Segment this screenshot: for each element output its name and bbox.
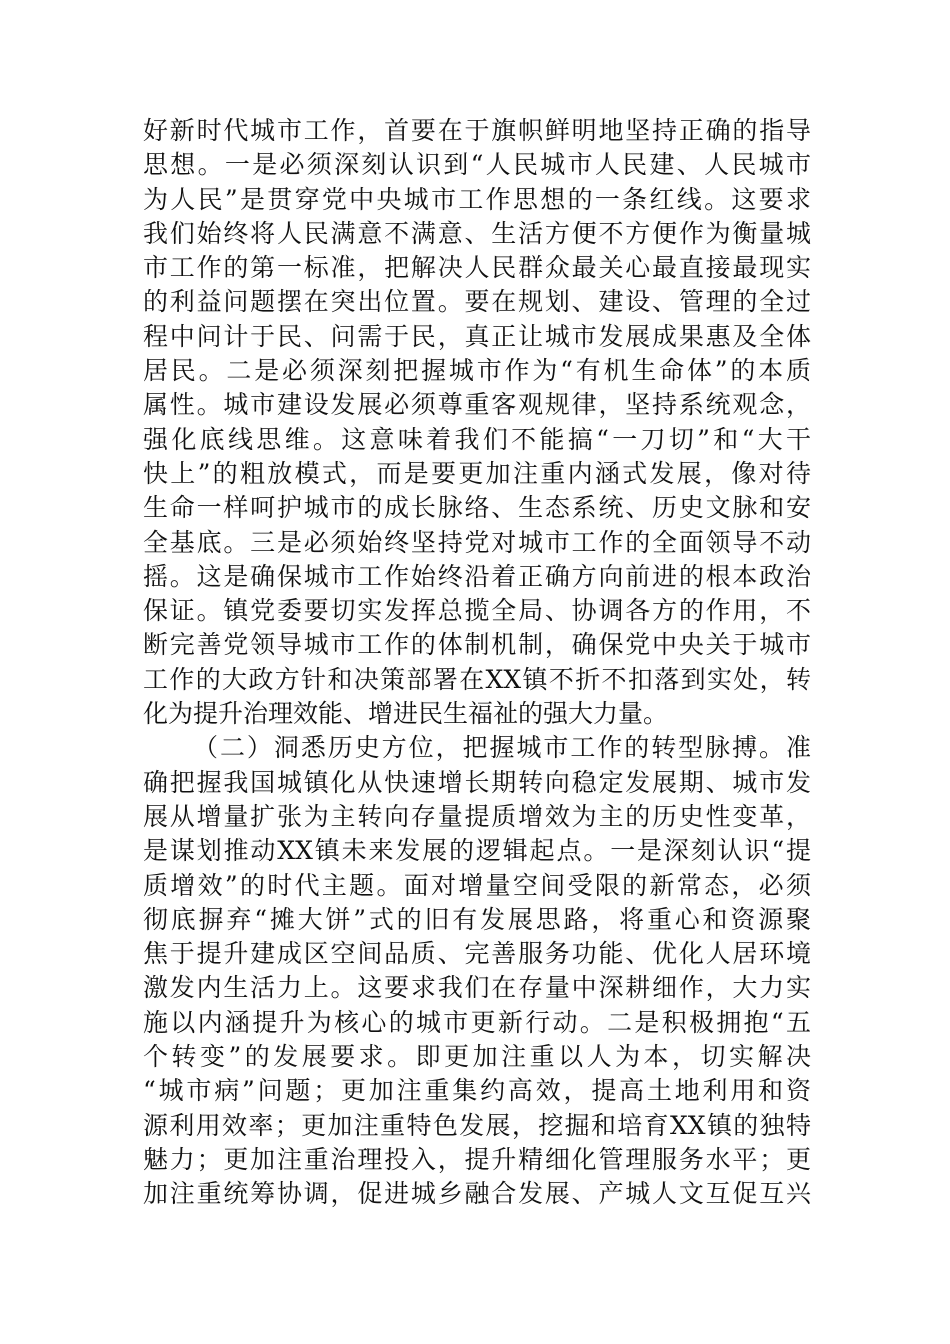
section-heading-line: （二）洞悉历史方位，把握城市工作的转型脉搏。准 xyxy=(193,733,811,763)
text-line: 断完善党领导城市工作的体制机制，确保党中央关于城市 xyxy=(143,630,811,660)
text-line: 施以内涵提升为核心的城市更新行动。二是积极拥抱“五 xyxy=(143,1007,811,1037)
text-line: 快上”的粗放模式，而是要更加注重内涵式发展，像对待 xyxy=(143,458,811,488)
text-line: 居民。二是必须深刻把握城市作为“有机生命体”的本质 xyxy=(143,356,811,386)
text-line: 个转变”的发展要求。即更加注重以人为本，切实解决 xyxy=(143,1042,811,1072)
text-line: 展从增量扩张为主转向存量提质增效为主的历史性变革， xyxy=(143,801,811,831)
text-line: 确把握我国城镇化从快速增长期转向稳定发展期、城市发 xyxy=(143,767,811,797)
text-line: 保证。镇党委要切实发挥总揽全局、协调各方的作用，不 xyxy=(143,596,811,626)
text-line: 焦于提升建成区空间品质、完善服务功能、优化人居环境 xyxy=(143,939,811,969)
text-line: 加注重统筹协调，促进城乡融合发展、产城人文互促互兴 xyxy=(143,1179,811,1209)
text-line: 工作的大政方针和决策部署在XX镇不折不扣落到实处，转 xyxy=(143,664,811,694)
paragraph-2 xyxy=(143,731,811,1211)
text-line: 生命一样呵护城市的成长脉络、生态系统、历史文脉和安 xyxy=(143,493,811,523)
text-line: 彻底摒弃“摊大饼”式的旧有发展思路，将重心和资源聚 xyxy=(143,904,811,934)
text-line: 摇。这是确保城市工作始终沿着正确方向前进的根本政治 xyxy=(143,561,811,591)
text-line: 我们始终将人民满意不满意、生活方便不方便作为衡量城 xyxy=(143,218,811,248)
document-page xyxy=(143,114,811,1212)
text-line: 程中问计于民、问需于民，真正让城市发展成果惠及全体 xyxy=(143,321,811,351)
text-line: 为人民”是贯穿党中央城市工作思想的一条红线。这要求 xyxy=(143,184,811,214)
paragraph-1 xyxy=(143,114,811,731)
text-line: 好新时代城市工作，首要在于旗帜鲜明地坚持正确的指导 xyxy=(143,116,811,145)
text-line: 化为提升治理效能、增进民生福祉的强大力量。 xyxy=(143,699,669,729)
text-line: 是谋划推动XX镇未来发展的逻辑起点。一是深刻认识“提 xyxy=(143,836,811,866)
text-line: 质增效”的时代主题。面对增量空间受限的新常态，必须 xyxy=(143,870,811,900)
text-line: 激发内生活力上。这要求我们在存量中深耕细作，大力实 xyxy=(143,973,811,1003)
text-line: “城市病”问题；更加注重集约高效，提高土地利用和资 xyxy=(143,1076,811,1106)
text-line: 源利用效率；更加注重特色发展，挖掘和培育XX镇的独特 xyxy=(143,1110,811,1140)
text-line: 全基底。三是必须始终坚持党对城市工作的全面领导不动 xyxy=(143,527,811,557)
text-line: 市工作的第一标准，把解决人民群众最关心最直接最现实 xyxy=(143,253,811,283)
text-line: 属性。城市建设发展必须尊重客观规律，坚持系统观念， xyxy=(143,390,811,420)
text-line: 强化底线思维。这意味着我们不能搞“一刀切”和“大干 xyxy=(143,424,811,454)
text-line: 思想。一是必须深刻认识到“人民城市人民建、人民城市 xyxy=(143,150,811,180)
text-line: 魅力；更加注重治理投入，提升精细化管理服务水平；更 xyxy=(143,1144,811,1174)
text-line: 的利益问题摆在突出位置。要在规划、建设、管理的全过 xyxy=(143,287,811,317)
